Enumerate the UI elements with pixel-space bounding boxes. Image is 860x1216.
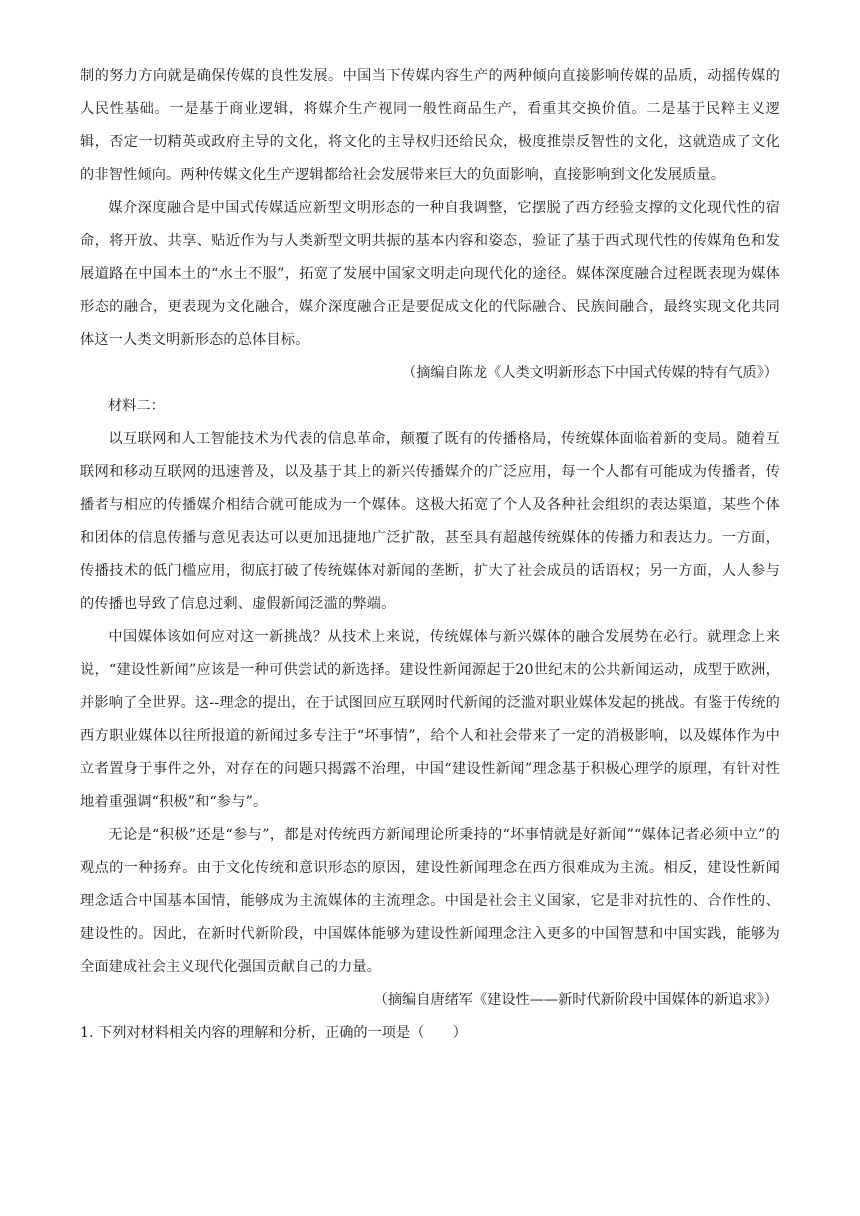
source-citation-2: （摘编自唐绪军《建设性——新时代新阶段中国媒体的新追求》） — [373, 992, 778, 1008]
paragraph-1: 制的努力方向就是确保传媒的良性发展。中国当下传媒内容生产的两种倾向直接影响传媒的品质，动摇传媒的人民性基础。一是基于商业逻辑，将媒介生产视同一般性商品生产，看重其交换价值。二是基于民粹主义逻辑，否定一切精英或政府主导的文化，将文化的主导权归还给民众，极度推崇反智性的文化，这就造成了文化的非智性倾向。两种传媒文化生产逻辑都给社会发展带来巨大的负面影响，直接影响到文化发展质量。 — [80, 68, 780, 183]
paragraph-5: 无论是“积极”还是“参与”，都是对传统西方新闻理论所秉持的“坏事情就是好新闻”“媒体记者必须中立”的观点的一种扬弃。由于文化传统和意识形态的原因，建设性新闻理念在西方很难成为主流。相反，建设性新闻理念适合中国基本国情，能够成为主流媒体的主流理念。中国是社会主义国家，它是非对抗性的、合作性的、建设性的。因此，在新时代新阶段，中国媒体能够为建设性新闻理念注入更多的中国智慧和中国实践，能够为全面建成社会主义现代化强国贡献自己的力量。 — [80, 827, 780, 975]
paragraph-3: 以互联网和人工智能技术为代表的信息革命，颠覆了既有的传播格局，传统媒体面临着新的变局。随着互联网和移动互联网的迅速普及，以及基于其上的新兴传播媒介的广泛应用，每一个人都有可能成为传播者，传播者与相应的传播媒介相结合就可能成为一个媒体。这极大拓宽了个人及各种社会组织的表达渠道，某些个体和团体的信息传播与意见表达可以更加迅捷地广泛扩散，甚至具有超越传统媒体的传播力和表达力。一方面，传播技术的低门槛应用，彻底打破了传统媒体对新闻的垄断，扩大了社会成员的话语权；另一方面，人人参与的传播也导致了信息过剩、虚假新闻泛滥的弊端。 — [80, 431, 780, 612]
paragraph-4: 中国媒体该如何应对这一新挑战？从技术上来说，传统媒体与新兴媒体的融合发展势在必行。就理念上来说，“建设性新闻”应该是一种可供尝试的新选择。建设性新闻源起于20世纪末的公共新闻运动，成型于欧洲，并影响了全世界。这--理念的提出，在于试图回应互联网时代新闻的泛滥对职业媒体发起的挑战。有鉴于传统的西方职业媒体以往所报道的新闻过多专注于“坏事情”，给个人和社会带来了一定的消极影响，以及媒体作为中立者置身于事件之外，对存在的问题只揭露不治理，中国“建设性新闻”理念基于积极心理学的原理，有针对性地着重强调“积极”和“参与”。 — [80, 629, 780, 810]
material-two-label: 材料二： — [108, 398, 165, 414]
source-citation-1: （摘编自陈龙《人类文明新形态下中国式传媒的特有气质》） — [402, 365, 778, 381]
paragraph-2: 媒介深度融合是中国式传媒适应新型文明形态的一种自我调整，它摆脱了西方经验支撑的文化现代性的宿命，将开放、共享、贴近作为与人类新型文明共振的基本内容和姿态，验证了基于西式现代性的传媒角色和发展道路在中国本土的“水土不服”，拓宽了发展中国家文明走向现代化的途径。媒体深度融合过程既表现为媒体形态的融合，更表现为文化融合，媒介深度融合正是要促成文化的代际融合、民族间融合，最终实现文化共同体这一人类文明新形态的总体目标。 — [80, 200, 780, 348]
document-page — [80, 60, 780, 1050]
question-1: 1. 下列对材料相关内容的理解和分析，正确的一项是（ ） — [80, 1025, 467, 1041]
